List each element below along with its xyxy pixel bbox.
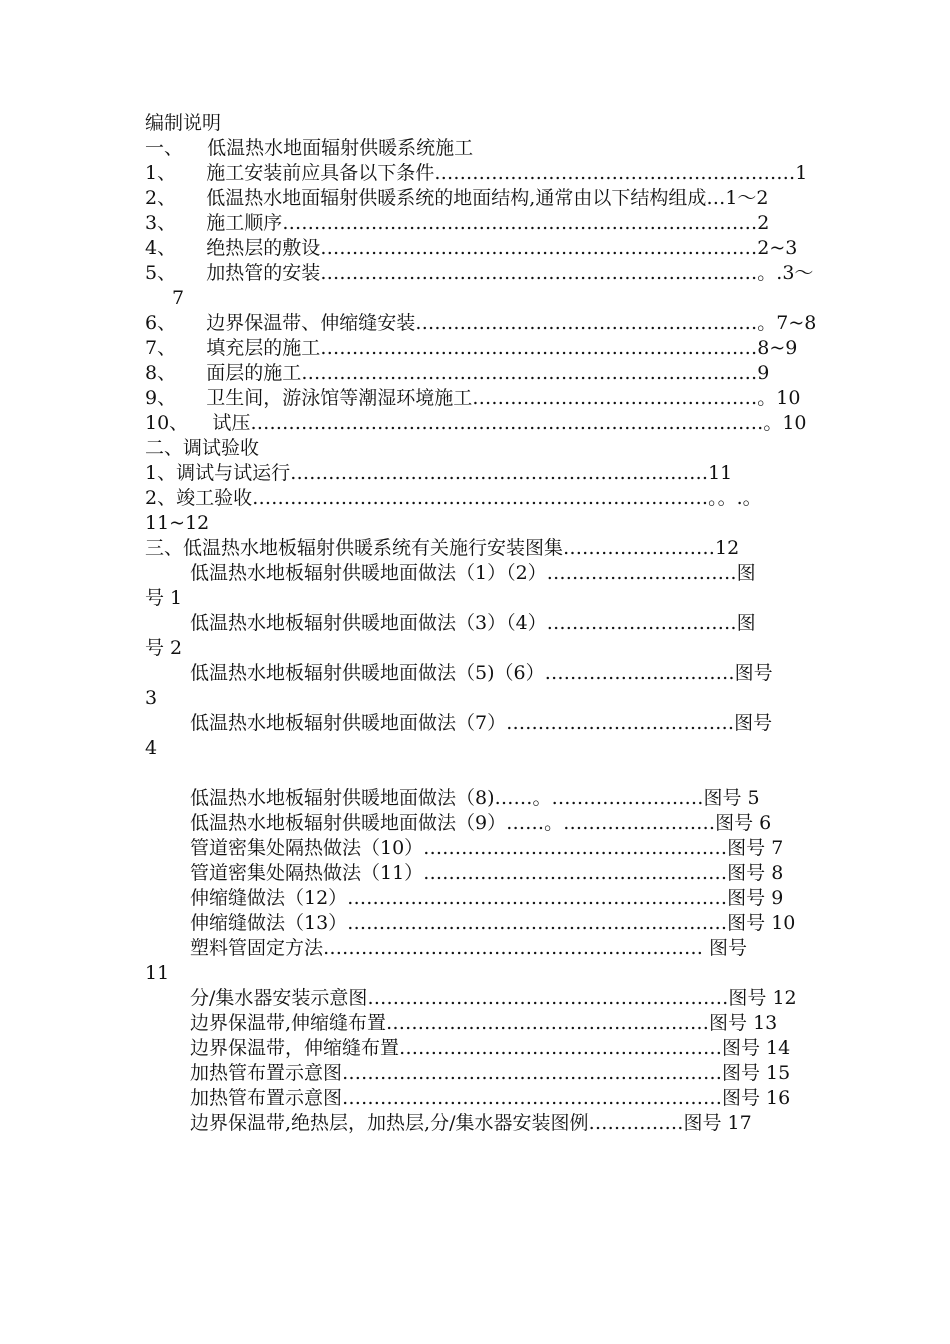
toc-section-2: 二、调试验收: [145, 437, 260, 459]
toc-line: 8、 面层的施工………………………………………………………………9: [145, 362, 770, 384]
toc-line-wrap: 11~12: [145, 512, 210, 534]
toc-line: 5、 加热管的安装……………………………………………………………。.3～: [145, 262, 814, 284]
toc-line-wrap: 号 1: [145, 587, 183, 609]
toc-figure-line: 加热管布置示意图……………………………………………………图号 15: [190, 1062, 791, 1084]
toc-line: 1、 施工安装前应具备以下条件…………………………………………………1: [145, 162, 808, 184]
toc-line-wrap: 7: [172, 287, 185, 309]
toc-figure-line: 管道密集处隔热做法（10）…………………………………………图号 7: [190, 837, 784, 859]
toc-figure-line: 低温热水地板辐射供暖地面做法（1）（2）…………………………图: [190, 562, 756, 584]
toc-line: 6、 边界保温带、伸缩缝安装………………………………………………。7~8: [145, 312, 817, 334]
toc-figure-line: 低温热水地板辐射供暖地面做法（3）（4）…………………………图: [190, 612, 756, 634]
toc-figure-line: 伸缩缝做法（12）……………………………………………………图号 9: [190, 887, 784, 909]
toc-figure-line: 低温热水地板辐射供暖地面做法（9）……。……………………图号 6: [190, 812, 772, 834]
toc-line: 10、 试压………………………………………………………………………。10: [145, 412, 807, 434]
toc-figure-line: 低温热水地板辐射供暖地面做法（8)……。……………………图号 5: [190, 787, 760, 809]
toc-figure-line: 分/集水器安装示意图…………………………………………………图号 12: [190, 987, 797, 1009]
toc-heading: 编制说明: [145, 112, 222, 134]
toc-section-1: 一、 低温热水地面辐射供暖系统施工: [145, 137, 474, 159]
toc-figure-line: 伸缩缝做法（13）……………………………………………………图号 10: [190, 912, 796, 934]
toc-line-wrap: 3: [145, 687, 158, 709]
toc-figure-line: 低温热水地板辐射供暖地面做法（5)（6）…………………………图号: [190, 662, 773, 684]
toc-line: 7、 填充层的施工……………………………………………………………8~9: [145, 337, 798, 359]
toc-line: 1、调试与试运行…………………………………………………………11: [145, 462, 733, 484]
toc-figure-line: 边界保温带,绝热层，加热层,分/集水器安装图例……………图号 17: [190, 1112, 752, 1134]
toc-section-3: 三、低温热水地板辐射供暖系统有关施行安装图集……………………12: [145, 537, 740, 559]
toc-figure-line: 边界保温带，伸缩缝布置……………………………………………图号 14: [190, 1037, 791, 1059]
toc-line: 2、竣工验收………………………………………………………………。。.。: [145, 487, 762, 509]
toc-line: 9、 卫生间，游泳馆等潮湿环境施工………………………………………。10: [145, 387, 801, 409]
toc-figure-line: 加热管布置示意图……………………………………………………图号 16: [190, 1087, 791, 1109]
toc-figure-line: 塑料管固定方法…………………………………………………… 图号: [190, 937, 748, 959]
toc-line-wrap: 号 2: [145, 637, 183, 659]
toc-figure-line: 边界保温带,伸缩缝布置……………………………………………图号 13: [190, 1012, 778, 1034]
toc-line: 2、 低温热水地面辐射供暖系统的地面结构,通常由以下结构组成…1～2: [145, 187, 769, 209]
toc-figure-line: 管道密集处隔热做法（11）…………………………………………图号 8: [190, 862, 784, 884]
toc-line-wrap: 11: [145, 962, 170, 984]
toc-line-wrap: 4: [145, 737, 158, 759]
toc-figure-line: 低温热水地板辐射供暖地面做法（7）………………………………图号: [190, 712, 773, 734]
toc-line: 3、 施工顺序…………………………………………………………………2: [145, 212, 770, 234]
toc-line: 4、 绝热层的敷设……………………………………………………………2~3: [145, 237, 798, 259]
